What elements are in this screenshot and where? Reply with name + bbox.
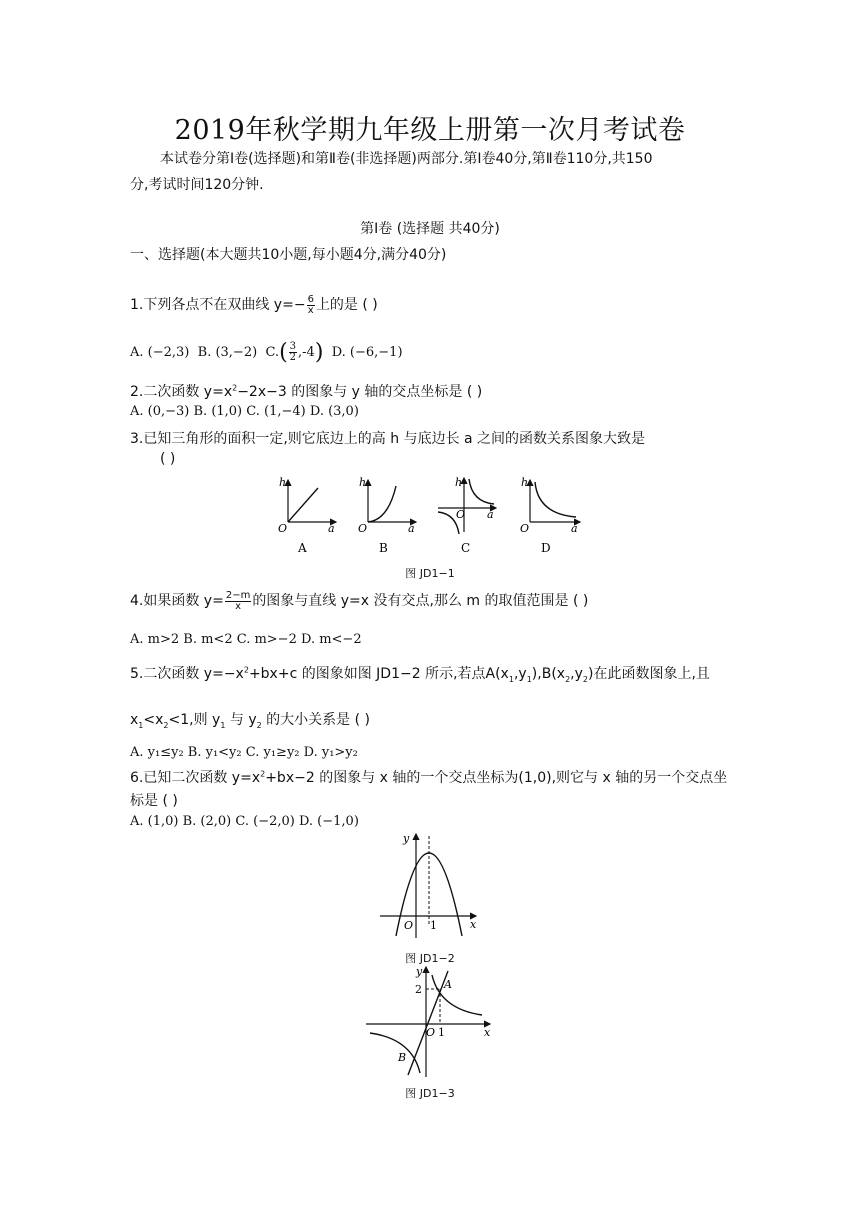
graph-a-axis-h: h [279,476,287,489]
graph-c [438,476,496,555]
q1-option-d: D. (−6,−1) [331,345,403,360]
graph-b [358,476,416,555]
graph-b-label: B [379,541,388,555]
q1-option-a: A. (−2,3) [130,345,190,360]
graph-a-origin: O [278,522,288,535]
graph-d-label: D [541,541,551,555]
graph-b-axis-a: a [408,522,415,535]
fig3-axis-x: x [484,1026,491,1039]
q1-option-b: B. (3,−2) [197,345,258,360]
graph-c-origin: O [456,508,466,521]
graph-d-origin: O [520,522,530,535]
q1-option-c-fraction: $\frac{3}{2}$ [289,341,297,363]
graph-d [520,476,580,555]
question-1-options: A. (−2,3) B. (3,−2) C.( $\frac{3}{2}$ ,-4) D. (−6,−1) [130,340,403,365]
q1-option-c-rest: ,-4 [298,345,315,360]
q1-fraction: $\frac{6}{x}$ [307,293,314,316]
q4-fraction: $\frac{2-m}{x}$ [225,589,251,612]
question-4-stem: 4.如果函数 y= $\frac{2-m}{x}$ 的图象与直线 y=x 没有交点,那么 m 的取值范围是 ( ) [130,589,589,612]
fig3-origin: O [426,1026,436,1039]
section-heading: 第Ⅰ卷 (选择题 共40分) [360,221,500,237]
question-4-options: A. m>2 B. m<2 C. m>−2 D. m<−2 [130,632,362,647]
graph-d-axis-h: h [521,476,529,489]
q1-option-c-label: C. [265,345,280,360]
fig3-axis-y: y [416,965,423,978]
hyperbola-branch-2 [370,1033,420,1073]
graph-c-axis-a: a [487,508,494,521]
fig3-tick-1: 1 [438,1026,445,1039]
question-6-stem-line-2: 标是 ( ) [130,793,178,809]
question-6-options: A. (1,0) B. (2,0) C. (−2,0) D. (−1,0) [130,814,359,829]
figure-jd1-2 [372,828,484,940]
question-6-stem-line-1: 6.已知二次函数 $y=x^2+bx-2$ 的图象与 x 轴的一个交点坐标为(1,0),则它与 x 轴的另一个交点坐 [130,769,728,786]
graph-b-origin: O [358,522,368,535]
fig2-origin: O [404,919,414,932]
intro-line-2: 分,考试时间120分钟. [130,177,264,193]
question-5-stem-line-2: $x_1<x_2<1$,则 $y_1$ 与 $y_2$ 的大小关系是 ( ) [130,712,370,730]
fig2-tick-1: 1 [430,919,437,932]
graph-d-axis-a: a [571,522,578,535]
graph-a [278,476,336,555]
question-5-stem-line-1: 5.二次函数 $y=-x^2+bx+c$ 的图象如图 JD1−2 所示,若点$A(x_1,y_1),B(x_2,y_2)$在此函数图象上,且 [130,665,710,684]
fig3-tick-2: 2 [415,983,422,996]
question-1-stem [130,294,378,316]
fig2-axis-y: y [403,832,410,845]
fig2-axis-x: x [470,918,477,931]
graph-a-axis-a: a [328,522,335,535]
figure-jd1-2-caption: 图 JD1−2 [405,952,455,965]
graph-c-axis-h: h [455,476,463,489]
question-5-options: A. y₁≤y₂ B. y₁<y₂ C. y₁≥y₂ D. y₁>y₂ [130,745,358,760]
graph-b-axis-h: h [359,476,367,489]
figure-jd1-1-caption: 图 JD1−1 [405,567,455,580]
question-2-options: A. (0,−3) B. (1,0) C. (1,−4) D. (3,0) [130,404,359,419]
line-y-2x [408,971,448,1075]
graph-c-label: C [461,541,471,555]
figure-jd1-3-caption: 图 JD1−3 [405,1087,455,1100]
q1-prefix: 1.下列各点不在双曲线 y=− [130,297,306,313]
fig3-point-a: A [444,978,452,991]
figure-jd1-3 [360,963,496,1079]
figure-jd1-1 [270,472,590,558]
intro-line-1: 本试卷分第Ⅰ卷(选择题)和第Ⅱ卷(非选择题)两部分.第Ⅰ卷40分,第Ⅱ卷110分,共150 [160,151,653,167]
question-3-stem-line-1: 3.已知三角形的面积一定,则它底边上的高 h 与底边长 a 之间的函数关系图象大致是 [130,431,646,447]
graph-a-label: A [298,541,307,555]
page-title: 2019年秋学期九年级上册第一次月考试卷 [174,115,686,146]
q1-suffix: 上的是 ( ) [315,297,378,313]
question-2-stem: 2.二次函数 $y=x^2-2x-3$ 的图象与 y 轴的交点坐标是 ( ) [130,383,483,400]
section-instructions: 一、选择题(本大题共10小题,每小题4分,满分40分) [130,247,447,263]
question-3-stem-line-2: ( ) [160,451,176,467]
fig3-point-b: B [398,1051,407,1064]
